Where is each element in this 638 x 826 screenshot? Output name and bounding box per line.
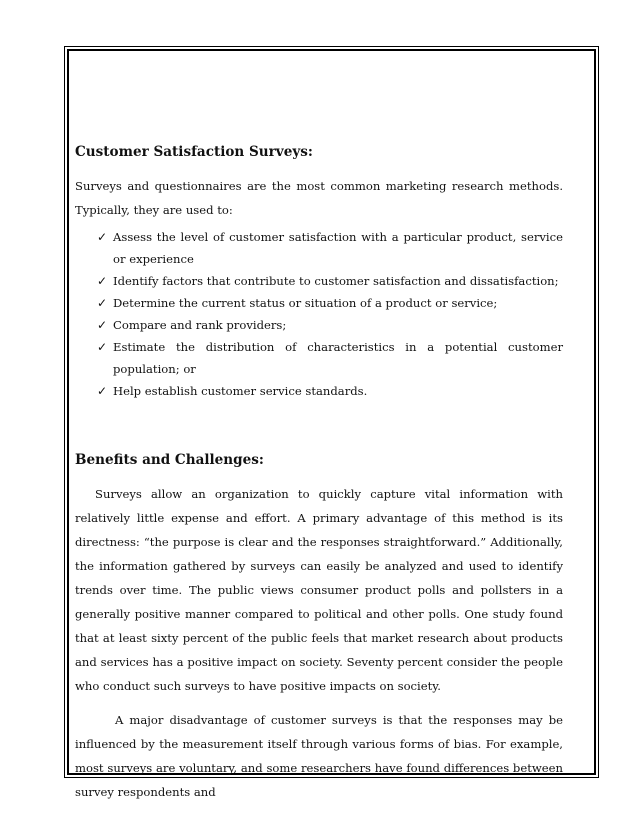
surveys-uses-list: [75, 226, 563, 402]
surveys-intro: Surveys and questionnaires are the most common marketing research methods. Typically, they are used to:: [75, 179, 563, 217]
list-item: ✓ Help establish customer service standards.: [97, 380, 563, 402]
list-item: ✓ Determine the current status or situation of a product or service;: [97, 292, 563, 314]
checkmark-icon: ✓: [97, 318, 108, 332]
checkmark-icon: ✓: [97, 384, 108, 398]
list-item: ✓ Assess the level of customer satisfaction with a particular product, service or experience: [97, 226, 563, 270]
list-item: ✓ Compare and rank providers;: [97, 314, 563, 336]
benefits-paragraph-1: Surveys allow an organization to quickly capture vital information with relatively little expense and effort. A primary advantage of this method is its directness: “the purpose is clear and the responses straightforward.” Additionally, the information gathered by surveys can easily be analyzed and used to identify trends over time. The public views consumer product polls and pollsters in a generally positive manner compared to political and other polls. One study found that at least sixty percent of the public feels that market research about products and services has a positive impact on society. Seventy percent consider the people who conduct such surveys to have positive impacts on society.: [75, 487, 563, 693]
list-item: ✓ Identify factors that contribute to customer satisfaction and dissatisfaction;: [97, 270, 563, 292]
benefits-paragraph-2: A major disadvantage of customer surveys is that the responses may be influenced by the measurement itself through various forms of bias. For example, most surveys are voluntary, and some researchers have found differences between survey respondents and: [75, 713, 563, 799]
checkmark-icon: ✓: [97, 230, 108, 244]
section-heading-surveys: Customer Satisfaction Surveys:: [75, 144, 313, 160]
document-body: [75, 140, 563, 804]
checkmark-icon: ✓: [97, 340, 108, 354]
checkmark-icon: ✓: [97, 296, 108, 310]
section-heading-benefits: Benefits and Challenges:: [75, 452, 264, 468]
checkmark-icon: ✓: [97, 274, 108, 288]
list-item: ✓ Estimate the distribution of characteristics in a potential customer population; or: [97, 336, 563, 380]
